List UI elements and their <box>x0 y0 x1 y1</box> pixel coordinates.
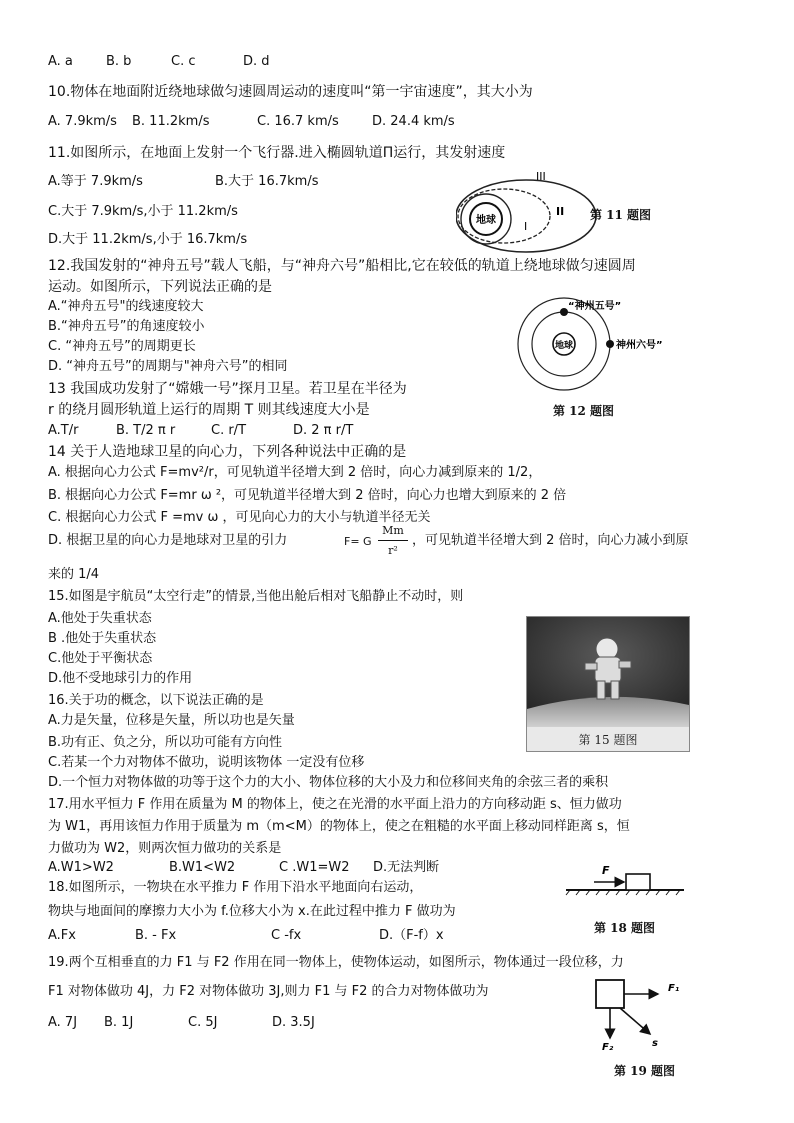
q18-option-d: D.（F-f）x <box>379 928 444 943</box>
q16-stem: 16.关于功的概念，以下说法正确的是 <box>48 693 264 708</box>
q19-stem-line1: 19.两个互相垂直的力 F1 与 F2 作用在同一物体上，使物体运动，如图所示，物体通过一段位移，力 <box>48 955 624 970</box>
q14-option-d-rest: ，可见轨道半径增大到 2 倍时，向心力减小到原 <box>412 533 689 548</box>
q15-option-c: C.他处于平衡状态 <box>48 651 153 666</box>
q18-option-b: B. - Fx <box>135 928 177 943</box>
q13-option-c: C. r/T <box>211 423 247 438</box>
q9-option-c: C. c <box>171 54 196 69</box>
q19-option-a: A. 7J <box>48 1015 78 1030</box>
q18-stem-line2: 物块与地面间的摩擦力大小为 f.位移大小为 x.在此过程中推力 F 做功为 <box>48 904 456 919</box>
q12-figure-caption: 第 12 题图 <box>553 404 615 418</box>
q13-stem-line2: r 的绕月圆形轨道上运行的周期 T 则其线速度大小是 <box>48 402 370 418</box>
q11-orbit-i-label: I <box>524 220 528 233</box>
q11-orbit-iii-label: III <box>536 170 546 183</box>
q19-stem-line2: F1 对物体做功 4J，力 F2 对物体做功 3J,则力 F1 与 F2 的合力对物体做功为 <box>48 984 489 999</box>
q14-formula-numerator: Mm <box>382 524 404 537</box>
q13-options <box>48 424 353 439</box>
q17-stem-line1: 17.用水平恒力 F 作用在质量为 M 的物体上，使之在光滑的水平面上沿力的方向移动距 s、恒力做功 <box>48 797 622 812</box>
q11-option-a: A.等于 7.9km/s <box>48 174 143 189</box>
q11-earth-label: 地球 <box>476 215 496 226</box>
q10-option-b: B. 11.2km/s <box>132 114 210 129</box>
q10-stem: 10.物体在地面附近绕地球做匀速圆周运动的速度叫“第一宇宙速度”，其大小为 <box>48 84 533 100</box>
q15-figure <box>526 616 690 752</box>
q14-fraction-bar <box>378 540 408 541</box>
q12-stem-line1: 12.我国发射的“神舟五号”载人飞船，与“神舟六号”船相比,它在较低的轨道上绕地球做匀速圆周 <box>48 258 636 274</box>
q12-option-c: C. “神舟五号”的周期更长 <box>48 339 196 354</box>
q10-option-d: D. 24.4 km/s <box>372 114 455 129</box>
q14-option-b: B. 根据向心力公式 F=mr ω ²，可见轨道半径增大到 2 倍时，向心力也增大到原来的 2 倍 <box>48 488 567 503</box>
q11-figure-caption: 第 11 题图 <box>590 208 652 222</box>
q13-option-a: A.T/r <box>48 423 79 438</box>
q10-option-c: C. 16.7 km/s <box>257 114 339 129</box>
shenzhou5-icon <box>560 308 568 316</box>
q11-stem: 11.如图所示，在地面上发射一个飞行器.进入椭圆轨道Π运行，其发射速度 <box>48 145 506 161</box>
q14-option-a: A. 根据向心力公式 F=mv²/r，可见轨道半径增大到 2 倍时，向心力减到原来的 1/2， <box>48 465 542 480</box>
q18-force-label: F <box>602 864 610 877</box>
q13-stem-line1: 13 我国成功发射了“嫦娥一号”探月卫星。若卫星在半径为 <box>48 381 407 397</box>
q12-stem-line2: 运动。如图所示，下列说法正确的是 <box>48 279 272 295</box>
q14-stem: 14 关于人造地球卫星的向心力，下列各种说法中正确的是 <box>48 444 407 460</box>
q15-option-a: A.他处于失重状态 <box>48 611 152 626</box>
shenzhou6-icon <box>606 340 614 348</box>
q18-stem-line1: 18.如图所示，一物块在水平推力 F 作用下沿水平地面向右运动， <box>48 880 423 895</box>
displacement-arrow-icon <box>620 1008 650 1034</box>
q9-option-a: A. a <box>48 54 73 69</box>
q18-figure-caption: 第 18 题图 <box>594 921 656 935</box>
q19-option-c: C. 5J <box>188 1015 218 1030</box>
block <box>626 874 650 890</box>
q18-figure <box>560 860 690 900</box>
q19-figure <box>590 974 700 1054</box>
q17-stem-line2: 为 W1，再用该恒力作用于质量为 m（m<M）的物体上，使之在粗糙的水平面上移动同样距离 s，恒 <box>48 819 630 834</box>
q9-option-b: B. b <box>106 54 132 69</box>
q16-option-a: A.力是矢量，位移是矢量，所以功也是矢量 <box>48 713 295 728</box>
q19-option-d: D. 3.5J <box>272 1015 315 1030</box>
q18-option-a: A.Fx <box>48 928 76 943</box>
q19-f1-label: F₁ <box>668 983 680 994</box>
q16-option-c: C.若某一个力对物体不做功，说明该物体 一定没有位移 <box>48 755 365 770</box>
q11-option-d: D.大于 11.2km/s,小于 16.7km/s <box>48 232 248 247</box>
q18-option-c: C -fx <box>271 928 302 943</box>
q17-option-c: C .W1=W2 <box>279 860 350 875</box>
q16-option-b: B.功有正、负之分，所以功可能有方向性 <box>48 735 283 750</box>
q19-options <box>48 1016 315 1031</box>
q11-option-c: C.大于 7.9km/s,小于 11.2km/s <box>48 204 238 219</box>
q12-option-b: B.“神舟五号”的角速度较小 <box>48 319 205 334</box>
q13-option-d: D. 2 π r/T <box>293 423 354 438</box>
q15-option-b: B .他处于失重状态 <box>48 631 157 646</box>
q10-options <box>48 115 455 130</box>
q14-formula-prefix: F= G <box>344 535 372 548</box>
q15-figure-caption: 第 15 题图 <box>578 733 638 747</box>
q19-s-label: s <box>652 1038 658 1049</box>
q14-option-c: C. 根据向心力公式 F =mv ω ，可见向心力的大小与轨道半径无关 <box>48 510 431 525</box>
q17-options <box>48 861 439 876</box>
q12-figure <box>510 294 690 398</box>
q15-stem: 15.如图是宇航员“太空行走”的情景,当他出舱后相对飞船静止不动时，则 <box>48 589 464 604</box>
q17-stem-line3: 力做功为 W2，则两次恒力做功的关系是 <box>48 841 282 856</box>
q9-option-d: D. d <box>243 54 270 69</box>
q19-f2-label: F₂ <box>602 1042 614 1053</box>
q9-options <box>48 55 270 70</box>
q17-option-b: B.W1<W2 <box>169 860 236 875</box>
object-box <box>596 980 624 1008</box>
q12-ship5-label: “神州五号” <box>568 301 622 312</box>
q12-ship6-label: 神州六号” <box>616 340 663 351</box>
q12-earth-label: 地球 <box>554 341 574 351</box>
q12-option-a: A.“神舟五号"的线速度较大 <box>48 299 204 314</box>
q14-formula-denominator: r² <box>388 544 398 557</box>
q10-option-a: A. 7.9km/s <box>48 114 117 129</box>
q19-figure-caption: 第 19 题图 <box>614 1064 676 1078</box>
q14-option-d-cont: 来的 1/4 <box>48 567 100 582</box>
q12-option-d: D. “神舟五号”的周期与"神舟六号”的相同 <box>48 359 288 374</box>
q17-option-d: D.无法判断 <box>373 860 440 875</box>
q18-options <box>48 929 444 944</box>
q11-options-ab <box>48 175 318 190</box>
q15-option-d: D.他不受地球引力的作用 <box>48 671 193 686</box>
q16-option-d: D.一个恒力对物体做的功等于这个力的大小、物体位移的大小及力和位移间夹角的余弦三者的乘积 <box>48 775 609 790</box>
q11-option-b: B.大于 16.7km/s <box>215 174 319 189</box>
q17-option-a: A.W1>W2 <box>48 860 114 875</box>
q11-orbit-ii-label: II <box>556 205 565 218</box>
q19-option-b: B. 1J <box>104 1015 134 1030</box>
q13-option-b: B. T/2 π r <box>116 423 176 438</box>
q14-option-d-text: D. 根据卫星的向心力是地球对卫星的引力 <box>48 533 288 548</box>
